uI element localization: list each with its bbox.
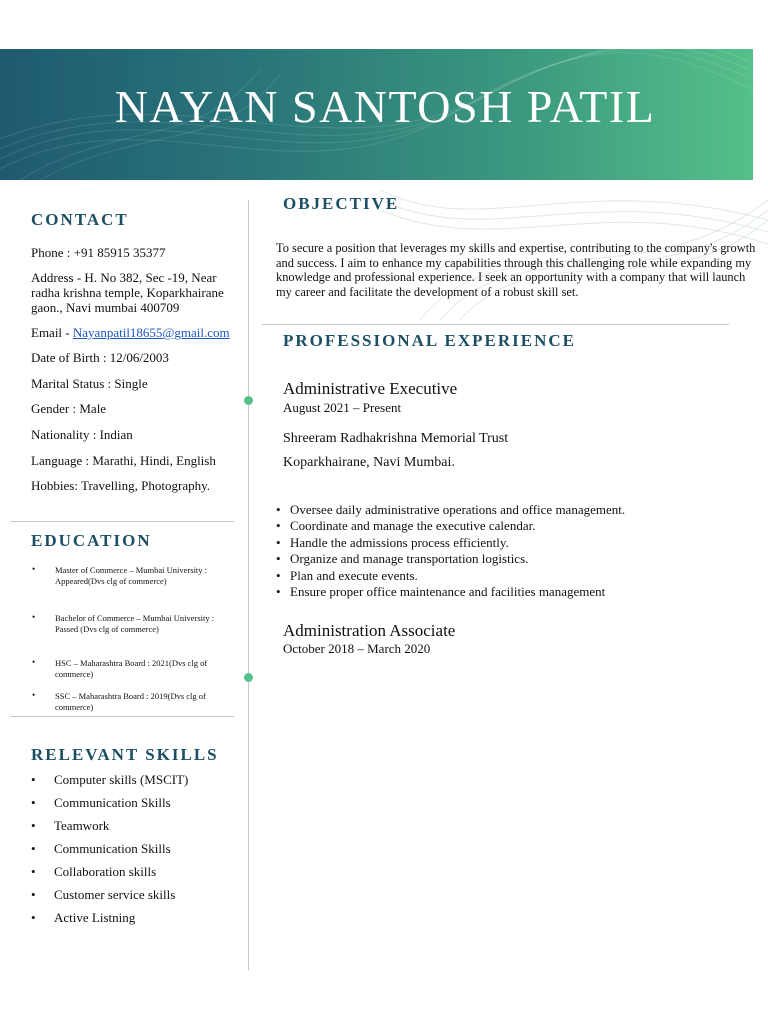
skill-item: • Communication Skills xyxy=(54,841,171,857)
gender-text: Gender : Male xyxy=(31,401,107,416)
skills-heading: RELEVANT SKILLS xyxy=(31,745,219,764)
section-divider xyxy=(10,716,234,717)
job-duty: • Coordinate and manage the executive calendar. xyxy=(290,518,535,534)
email-label: Email - xyxy=(31,325,73,340)
job-title: Administrative Executive xyxy=(283,379,458,398)
timeline-dot xyxy=(244,396,253,405)
education-item: • HSC – Maharashtra Board : 2021(Dvs clg of commerce) xyxy=(55,658,215,679)
job-dates: August 2021 – Present xyxy=(283,400,402,415)
objective-heading: OBJECTIVE xyxy=(283,194,400,213)
job-duty: • Handle the admissions process efficiently. xyxy=(290,535,509,551)
job-dates: October 2018 – March 2020 xyxy=(283,641,431,656)
section-divider xyxy=(262,324,729,325)
experience-heading: PROFESSIONAL EXPERIENCE xyxy=(283,331,577,350)
job-title: Administration Associate xyxy=(283,621,456,640)
job-duty: • Ensure proper office maintenance and facilities management xyxy=(290,584,605,600)
job-location: Koparkhairane, Navi Mumbai. xyxy=(283,455,455,470)
skill-item: • Active Listning xyxy=(54,910,135,926)
dob-text: Date of Birth : 12/06/2003 xyxy=(31,350,169,365)
job-duty: • Organize and manage transportation logistics. xyxy=(290,551,528,567)
skill-item: • Communication Skills xyxy=(54,795,171,811)
candidate-name: NAYAN SANTOSH PATIL xyxy=(114,81,656,132)
section-divider xyxy=(10,521,234,522)
timeline-line xyxy=(248,200,249,970)
marital-status-text: Marital Status : Single xyxy=(31,376,148,391)
job-duty: • Plan and execute events. xyxy=(290,568,418,584)
timeline-dot xyxy=(244,673,253,682)
email-line xyxy=(31,325,241,340)
objective-text: To secure a position that leverages my skills and expertise, contributing to the company's growth and success. I aim to enhance my capabilities through this challenging role while expanding my knowledge and professional experience. I seek an opportunity with a company that will launch my career and facilitate the development of a robust skill set. xyxy=(276,241,756,299)
education-item: • Master of Commerce – Mumbai University : Appeared(Dvs clg of commerce) xyxy=(55,565,215,586)
job-organization: Shreeram Radhakrishna Memorial Trust xyxy=(283,431,509,446)
address-text: Address - H. No 382, Sec -19, Near radha krishna temple, Koparkhairane gaon., Navi mumbai 400709 xyxy=(31,270,224,315)
contact-heading: CONTACT xyxy=(31,210,129,229)
education-heading: EDUCATION xyxy=(31,531,152,550)
skill-item: • Computer skills (MSCIT) xyxy=(54,772,188,788)
phone-text: Phone : +91 85915 35377 xyxy=(31,245,166,260)
job-duty: • Oversee daily administrative operations and office management. xyxy=(290,502,625,518)
email-link[interactable]: Nayanpatil18655@gmail.com xyxy=(72,325,230,340)
education-item: • Bachelor of Commerce – Mumbai University : Passed (Dvs clg of commerce) xyxy=(55,613,215,634)
education-item: • SSC – Maharashtra Board : 2019(Dvs clg of commerce) xyxy=(55,691,215,712)
language-text: Language : Marathi, Hindi, English xyxy=(31,453,216,468)
skill-item: • Teamwork xyxy=(54,818,109,834)
hobbies-text: Hobbies: Travelling, Photography. xyxy=(31,478,210,493)
skill-item: • Collaboration skills xyxy=(54,864,156,880)
skill-item: • Customer service skills xyxy=(54,887,175,903)
nationality-text: Nationality : Indian xyxy=(31,427,133,442)
